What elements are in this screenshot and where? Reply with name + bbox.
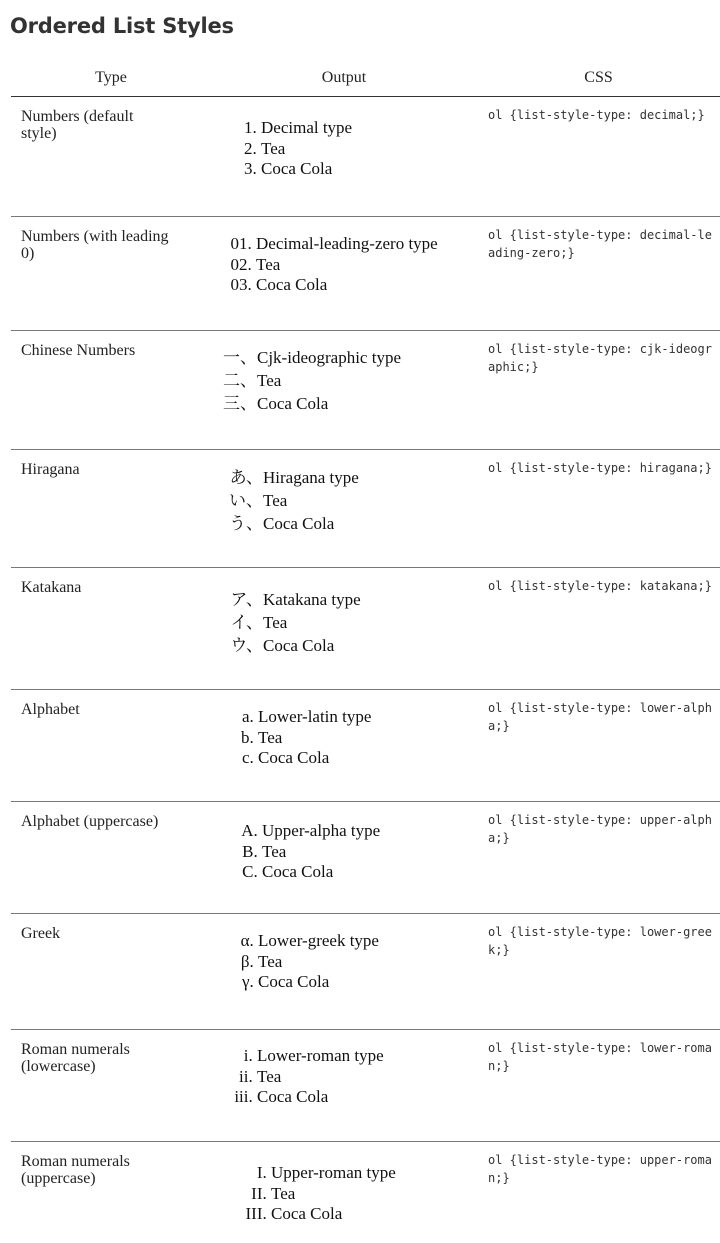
- list-item: 1. Decimal type: [261, 118, 477, 139]
- table-row: [11, 802, 720, 914]
- list-item: 2. Tea: [257, 369, 477, 392]
- list-item: 2. Tea: [263, 489, 477, 512]
- list-item: 01. Decimal-leading-zero type: [256, 234, 477, 255]
- css-code: ol {list-style-type: lower-alpha;}: [477, 690, 720, 802]
- lower-greek-list: [11, 914, 477, 993]
- list-item: 1. Cjk-ideographic type: [257, 346, 477, 369]
- output-cell: [211, 1030, 477, 1142]
- list-item: a. Lower-latin type: [258, 707, 477, 728]
- list-item: 3. Coca Cola: [263, 634, 477, 657]
- list-item: 2. Tea: [258, 952, 477, 973]
- css-code: ol {list-style-type: decimal-leading-zero;}: [477, 217, 720, 331]
- type-label-line: Roman numerals: [21, 1041, 201, 1058]
- type-label-line: (uppercase): [21, 1170, 201, 1187]
- list-item: ii. Tea: [257, 1067, 477, 1088]
- lower-alpha-list: [11, 690, 477, 769]
- table-row: [11, 217, 720, 331]
- output-cell: [211, 1142, 477, 1243]
- table-row: [11, 1030, 720, 1142]
- list-styles-table: [11, 60, 720, 1243]
- list-item: 1. Katakana type: [263, 588, 477, 611]
- output-cell: [211, 331, 477, 450]
- list-item: i. Lower-roman type: [257, 1046, 477, 1067]
- table-row: [11, 914, 720, 1030]
- type-label-line: style): [21, 125, 201, 142]
- type-column-header: Type: [11, 60, 211, 97]
- css-code: ol {list-style-type: lower-greek;}: [477, 914, 720, 1030]
- css-code: ol {list-style-type: cjk-ideographic;}: [477, 331, 720, 450]
- list-item: B. Tea: [262, 842, 477, 863]
- table-row: [11, 331, 720, 450]
- table-row: [11, 690, 720, 802]
- type-label-line: Alphabet: [21, 701, 201, 718]
- table-row: [11, 1142, 720, 1243]
- list-item: I. Upper-roman type: [271, 1163, 477, 1184]
- css-code: ol {list-style-type: upper-roman;}: [477, 1142, 720, 1243]
- list-item: c. Coca Cola: [258, 748, 477, 769]
- table-header-row: [11, 60, 720, 97]
- list-item: C. Coca Cola: [262, 862, 477, 883]
- css-code: ol {list-style-type: decimal;}: [477, 97, 720, 217]
- list-item: 3. Coca Cola: [258, 972, 477, 993]
- css-code: ol {list-style-type: katakana;}: [477, 568, 720, 690]
- type-label-line: Hiragana: [21, 461, 201, 478]
- list-item: 2. Tea: [263, 611, 477, 634]
- css-code: ol {list-style-type: upper-alpha;}: [477, 802, 720, 914]
- list-item: iii. Coca Cola: [257, 1087, 477, 1108]
- list-item: 03. Coca Cola: [256, 275, 477, 296]
- type-label-line: Greek: [21, 925, 201, 942]
- type-label-line: Numbers (default: [21, 108, 201, 125]
- type-label-line: Alphabet (uppercase): [21, 813, 201, 830]
- hiragana-list: [11, 450, 477, 535]
- type-label-line: Roman numerals: [21, 1153, 201, 1170]
- list-item: 1. Hiragana type: [263, 466, 477, 489]
- output-cell: [211, 690, 477, 802]
- type-label-line: 0): [21, 245, 201, 262]
- list-item: II. Tea: [271, 1184, 477, 1205]
- css-column-header: CSS: [477, 60, 720, 97]
- css-code: ol {list-style-type: lower-roman;}: [477, 1030, 720, 1142]
- output-cell: [211, 217, 477, 331]
- list-item: 3. Coca Cola: [261, 159, 477, 180]
- table-row: [11, 450, 720, 568]
- output-cell: [211, 97, 477, 217]
- output-column-header: Output: [211, 60, 477, 97]
- output-cell: [211, 568, 477, 690]
- list-item: 1. Lower-greek type: [258, 931, 477, 952]
- list-item: 3. Coca Cola: [263, 512, 477, 535]
- css-code: ol {list-style-type: hiragana;}: [477, 450, 720, 568]
- type-label-line: Katakana: [21, 579, 201, 596]
- list-item: 3. Coca Cola: [257, 392, 477, 415]
- list-item: III. Coca Cola: [271, 1204, 477, 1225]
- output-cell: [211, 914, 477, 1030]
- type-label-line: (lowercase): [21, 1058, 201, 1075]
- table-row: [11, 97, 720, 217]
- list-item: 2. Tea: [261, 139, 477, 160]
- table-row: [11, 568, 720, 690]
- list-item: A. Upper-alpha type: [262, 821, 477, 842]
- type-label-line: Numbers (with leading: [21, 228, 201, 245]
- output-cell: [211, 450, 477, 568]
- type-label-line: Chinese Numbers: [21, 342, 201, 359]
- page-title: Ordered List Styles: [10, 14, 234, 38]
- list-item: b. Tea: [258, 728, 477, 749]
- output-cell: [211, 802, 477, 914]
- list-item: 02. Tea: [256, 255, 477, 276]
